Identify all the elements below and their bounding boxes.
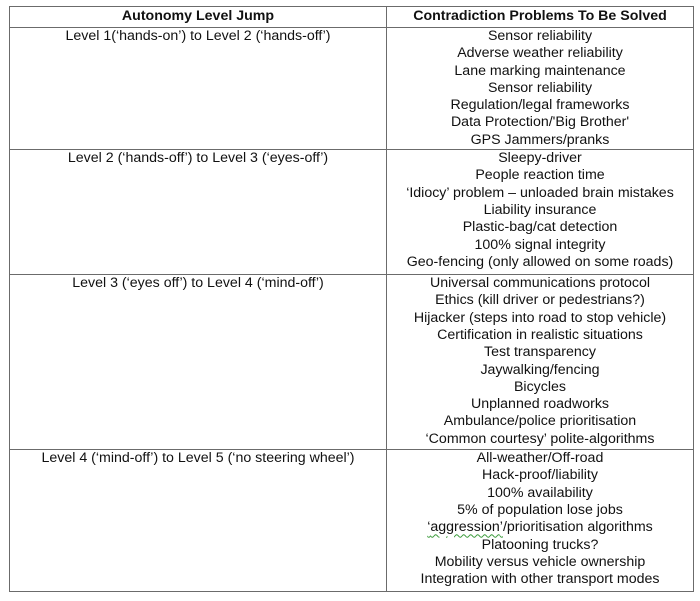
problem-item: Certification in realistic situations — [437, 326, 643, 343]
problem-item: All-weather/Off-road — [476, 450, 604, 467]
problem-item: 100% availability — [487, 484, 593, 501]
problems-cell — [387, 450, 694, 592]
problem-item: Ethics (kill driver or pedestrians?) — [435, 292, 645, 309]
problem-item: Sensor reliability — [487, 79, 593, 96]
problem-item: 5% of population lose jobs — [457, 501, 623, 518]
problem-item-spellcheck — [387, 519, 693, 536]
problem-item: Hijacker (steps into road to stop vehicle) — [413, 309, 667, 326]
problem-item: Regulation/legal frameworks — [450, 97, 630, 114]
level-jump-cell: Level 4 (‘mind-off’) to Level 5 (‘no steering wheel’) — [10, 450, 387, 592]
problem-item: Ambulance/police prioritisation — [443, 413, 637, 430]
spellcheck-underline: ‘ — [427, 519, 431, 536]
problem-item: Jaywalking/fencing — [480, 361, 600, 378]
problem-item: Test transparency — [484, 344, 596, 361]
problem-item: Lane marking maintenance — [454, 62, 626, 79]
problem-item: ‘Common courtesy’ polite-algorithms — [425, 430, 655, 447]
table-row — [10, 450, 694, 592]
spellcheck-word: aggression — [430, 519, 500, 536]
header-row — [10, 7, 694, 28]
problem-item: Bicycles — [513, 378, 567, 395]
problem-item: Platooning trucks? — [481, 536, 599, 553]
problem-item: Plastic-bag/cat detection — [462, 219, 618, 236]
problems-cell — [387, 150, 694, 275]
table-row — [10, 275, 694, 450]
problems-cell — [387, 275, 694, 450]
problem-item: 100% signal integrity — [474, 236, 606, 253]
problems-cell — [387, 28, 694, 150]
table-row — [10, 150, 694, 275]
problem-item: ‘Idiocy’ problem – unloaded brain mistakes — [406, 184, 674, 201]
problem-item: Adverse weather reliability — [457, 45, 623, 62]
header-problems: Contradiction Problems To Be Solved — [387, 7, 694, 28]
problem-item: People reaction time — [475, 167, 605, 184]
problem-item: Hack-proof/liability — [482, 467, 598, 484]
problem-item: GPS Jammers/pranks — [470, 131, 610, 148]
problem-item: Liability insurance — [483, 201, 597, 218]
level-jump-cell: Level 1(‘hands-on’) to Level 2 (‘hands-off’) — [10, 28, 387, 150]
problem-item: Geo-fencing (only allowed on some roads) — [406, 253, 674, 270]
problem-item: Sleepy-driver — [498, 150, 582, 167]
level-jump-cell: Level 3 (‘eyes off’) to Level 4 (‘mind-off’) — [10, 275, 387, 450]
problem-item: Sensor reliability — [487, 28, 593, 44]
table-row — [10, 28, 694, 150]
header-level-jump: Autonomy Level Jump — [10, 7, 387, 28]
level-jump-cell: Level 2 (‘hands-off’) to Level 3 (‘eyes-off’) — [10, 150, 387, 275]
problem-item: Data Protection/'Big Brother' — [450, 114, 630, 131]
problem-item: Integration with other transport modes — [420, 571, 660, 588]
problem-item: Unplanned roadworks — [470, 396, 610, 413]
spellcheck-underline: ’ — [499, 519, 503, 536]
autonomy-contradiction-table — [9, 6, 694, 592]
problem-item-suffix: /prioritisation algorithms — [502, 519, 653, 536]
problem-item: Universal communications protocol — [430, 275, 650, 292]
problem-item: Mobility versus vehicle ownership — [434, 553, 646, 570]
